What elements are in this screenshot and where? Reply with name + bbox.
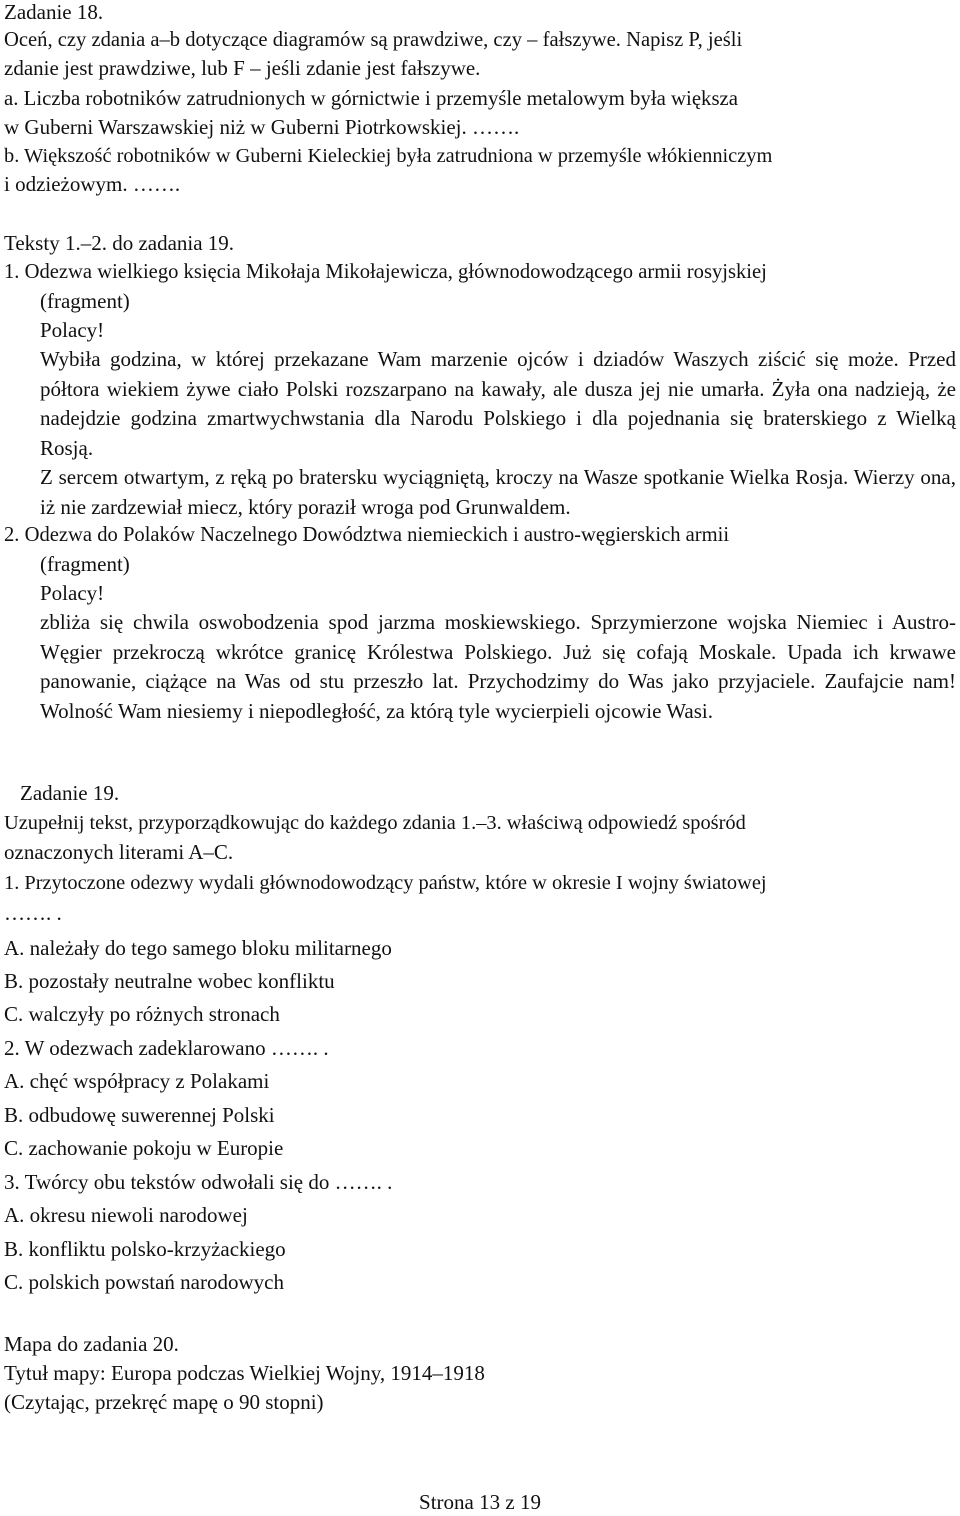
page-number: Strona 13 z 19: [419, 1490, 541, 1514]
task19-q3-option-a: A. okresu niewoli narodowej: [4, 1203, 248, 1227]
task19-question1-line1: 1. Przytoczone odezwy wydali głównodowodzący państw, które w okresie I wojny światowej: [4, 872, 767, 894]
task19-q3-option-c: C. polskich powstań narodowych: [4, 1270, 284, 1294]
task18-instruction-line1: Oceń, czy zdania a–b dotyczące diagramów są prawdziwe, czy – fałszywe. Napisz P, jeśli: [4, 29, 743, 51]
text2-title-line2: (fragment): [40, 552, 130, 576]
map20-note: (Czytając, przekręć mapę o 90 stopni): [4, 1390, 324, 1414]
task19-q2-option-c: C. zachowanie pokoju w Europie: [4, 1136, 284, 1160]
task19-question1-line2: ……. .: [4, 901, 62, 925]
task19-q3-option-b: B. konfliktu polsko-krzyżackiego: [4, 1237, 286, 1261]
task19-q1-option-a: A. należały do tego samego bloku militarnego: [4, 936, 392, 960]
task19-question2: 2. W odezwach zadeklarowano ……. .: [4, 1036, 329, 1060]
text1-salutation: Polacy!: [40, 318, 105, 342]
text2-salutation: Polacy!: [40, 581, 105, 605]
task19-q1-option-b: B. pozostały neutralne wobec konfliktu: [4, 969, 335, 993]
task18-statement-a-line2: w Guberni Warszawskiej niż w Guberni Piotrkowskiej. …….: [4, 115, 520, 139]
text1-paragraph-1: [40, 345, 956, 463]
task19-instruction-line2: oznaczonych literami A–C.: [4, 840, 234, 864]
task18-statement-b-line2: i odzieżowym. …….: [4, 172, 181, 196]
task18-statement-b-line1: b. Większość robotników w Guberni Kieleckiej była zatrudniona w przemyśle włókienniczym: [4, 145, 773, 167]
task19-question3: 3. Twórcy obu tekstów odwołali się do ……. .: [4, 1170, 393, 1194]
text2-title-line1: 2. Odezwa do Polaków Naczelnego Dowództwa niemieckich i austro-węgierskich armii: [4, 524, 730, 546]
text2-paragraph-1: [40, 608, 956, 726]
texts-heading: Teksty 1.–2. do zadania 19.: [4, 231, 235, 255]
text1-paragraph-2: [40, 463, 956, 522]
text1-title-line1: 1. Odezwa wielkiego księcia Mikołaja Mikołajewicza, głównodowodzącego armii rosyjskiej: [4, 261, 767, 283]
map20-heading: Mapa do zadania 20.: [4, 1332, 179, 1356]
task18-heading: Zadanie 18.: [4, 0, 104, 24]
task19-q2-option-b: B. odbudowę suwerennej Polski: [4, 1103, 275, 1127]
map20-title: Tytuł mapy: Europa podczas Wielkiej Wojny, 1914–1918: [4, 1361, 485, 1385]
task19-heading: Zadanie 19.: [20, 781, 120, 805]
task18-statement-a-line1: a. Liczba robotników zatrudnionych w górnictwie i przemyśle metalowym była większa: [4, 87, 739, 110]
text1-title-line2: (fragment): [40, 289, 130, 313]
text1-paragraph-2-text: Z sercem otwartym, z ręką po bratersku wyciągniętą, kroczy na Wasze spotkanie Wielka Rosja. Wierzy ona, iż nie zardzewiał miecz, który poraził wroga pod Grunwaldem.: [40, 465, 956, 519]
text1-paragraph-1-text: Wybiła godzina, w której przekazane Wam marzenie ojców i dziadów Waszych ziścić się może. Przed półtora wiekiem żywe ciało Polski rozszarpano na kawały, ale dusza jej nie umarła. Żyła ona nadzieją, że nadejdzie godzina zmartwychwstania dla Narodu Polskiego i dla pojednania się braterskiego z Wielką Rosją.: [40, 347, 956, 460]
task19-q2-option-a: A. chęć współpracy z Polakami: [4, 1069, 270, 1093]
task19-q1-option-c: C. walczyły po różnych stronach: [4, 1002, 280, 1026]
text2-paragraph-1-text: zbliża się chwila oswobodzenia spod jarzma moskiewskiego. Sprzymierzone wojska Niemiec i Austro-Węgier przekroczą wkrótce granicę Królestwa Polskiego. Już się cofają Moskale. Upada ich krwawe panowanie, ciążące na Was od stu przeszło lat. Przychodzimy do Was jako przyjaciele. Zaufajcie nam! Wolność Wam niesiemy i niepodległość, za którą tyle wycierpieli ojcowie Wasi.: [40, 610, 956, 723]
task19-instruction-line1: Uzupełnij tekst, przyporządkowując do każdego zdania 1.–3. właściwą odpowiedź spośród: [4, 812, 746, 834]
task18-instruction-line2: zdanie jest prawdziwe, lub F – jeśli zdanie jest fałszywe.: [4, 56, 481, 80]
